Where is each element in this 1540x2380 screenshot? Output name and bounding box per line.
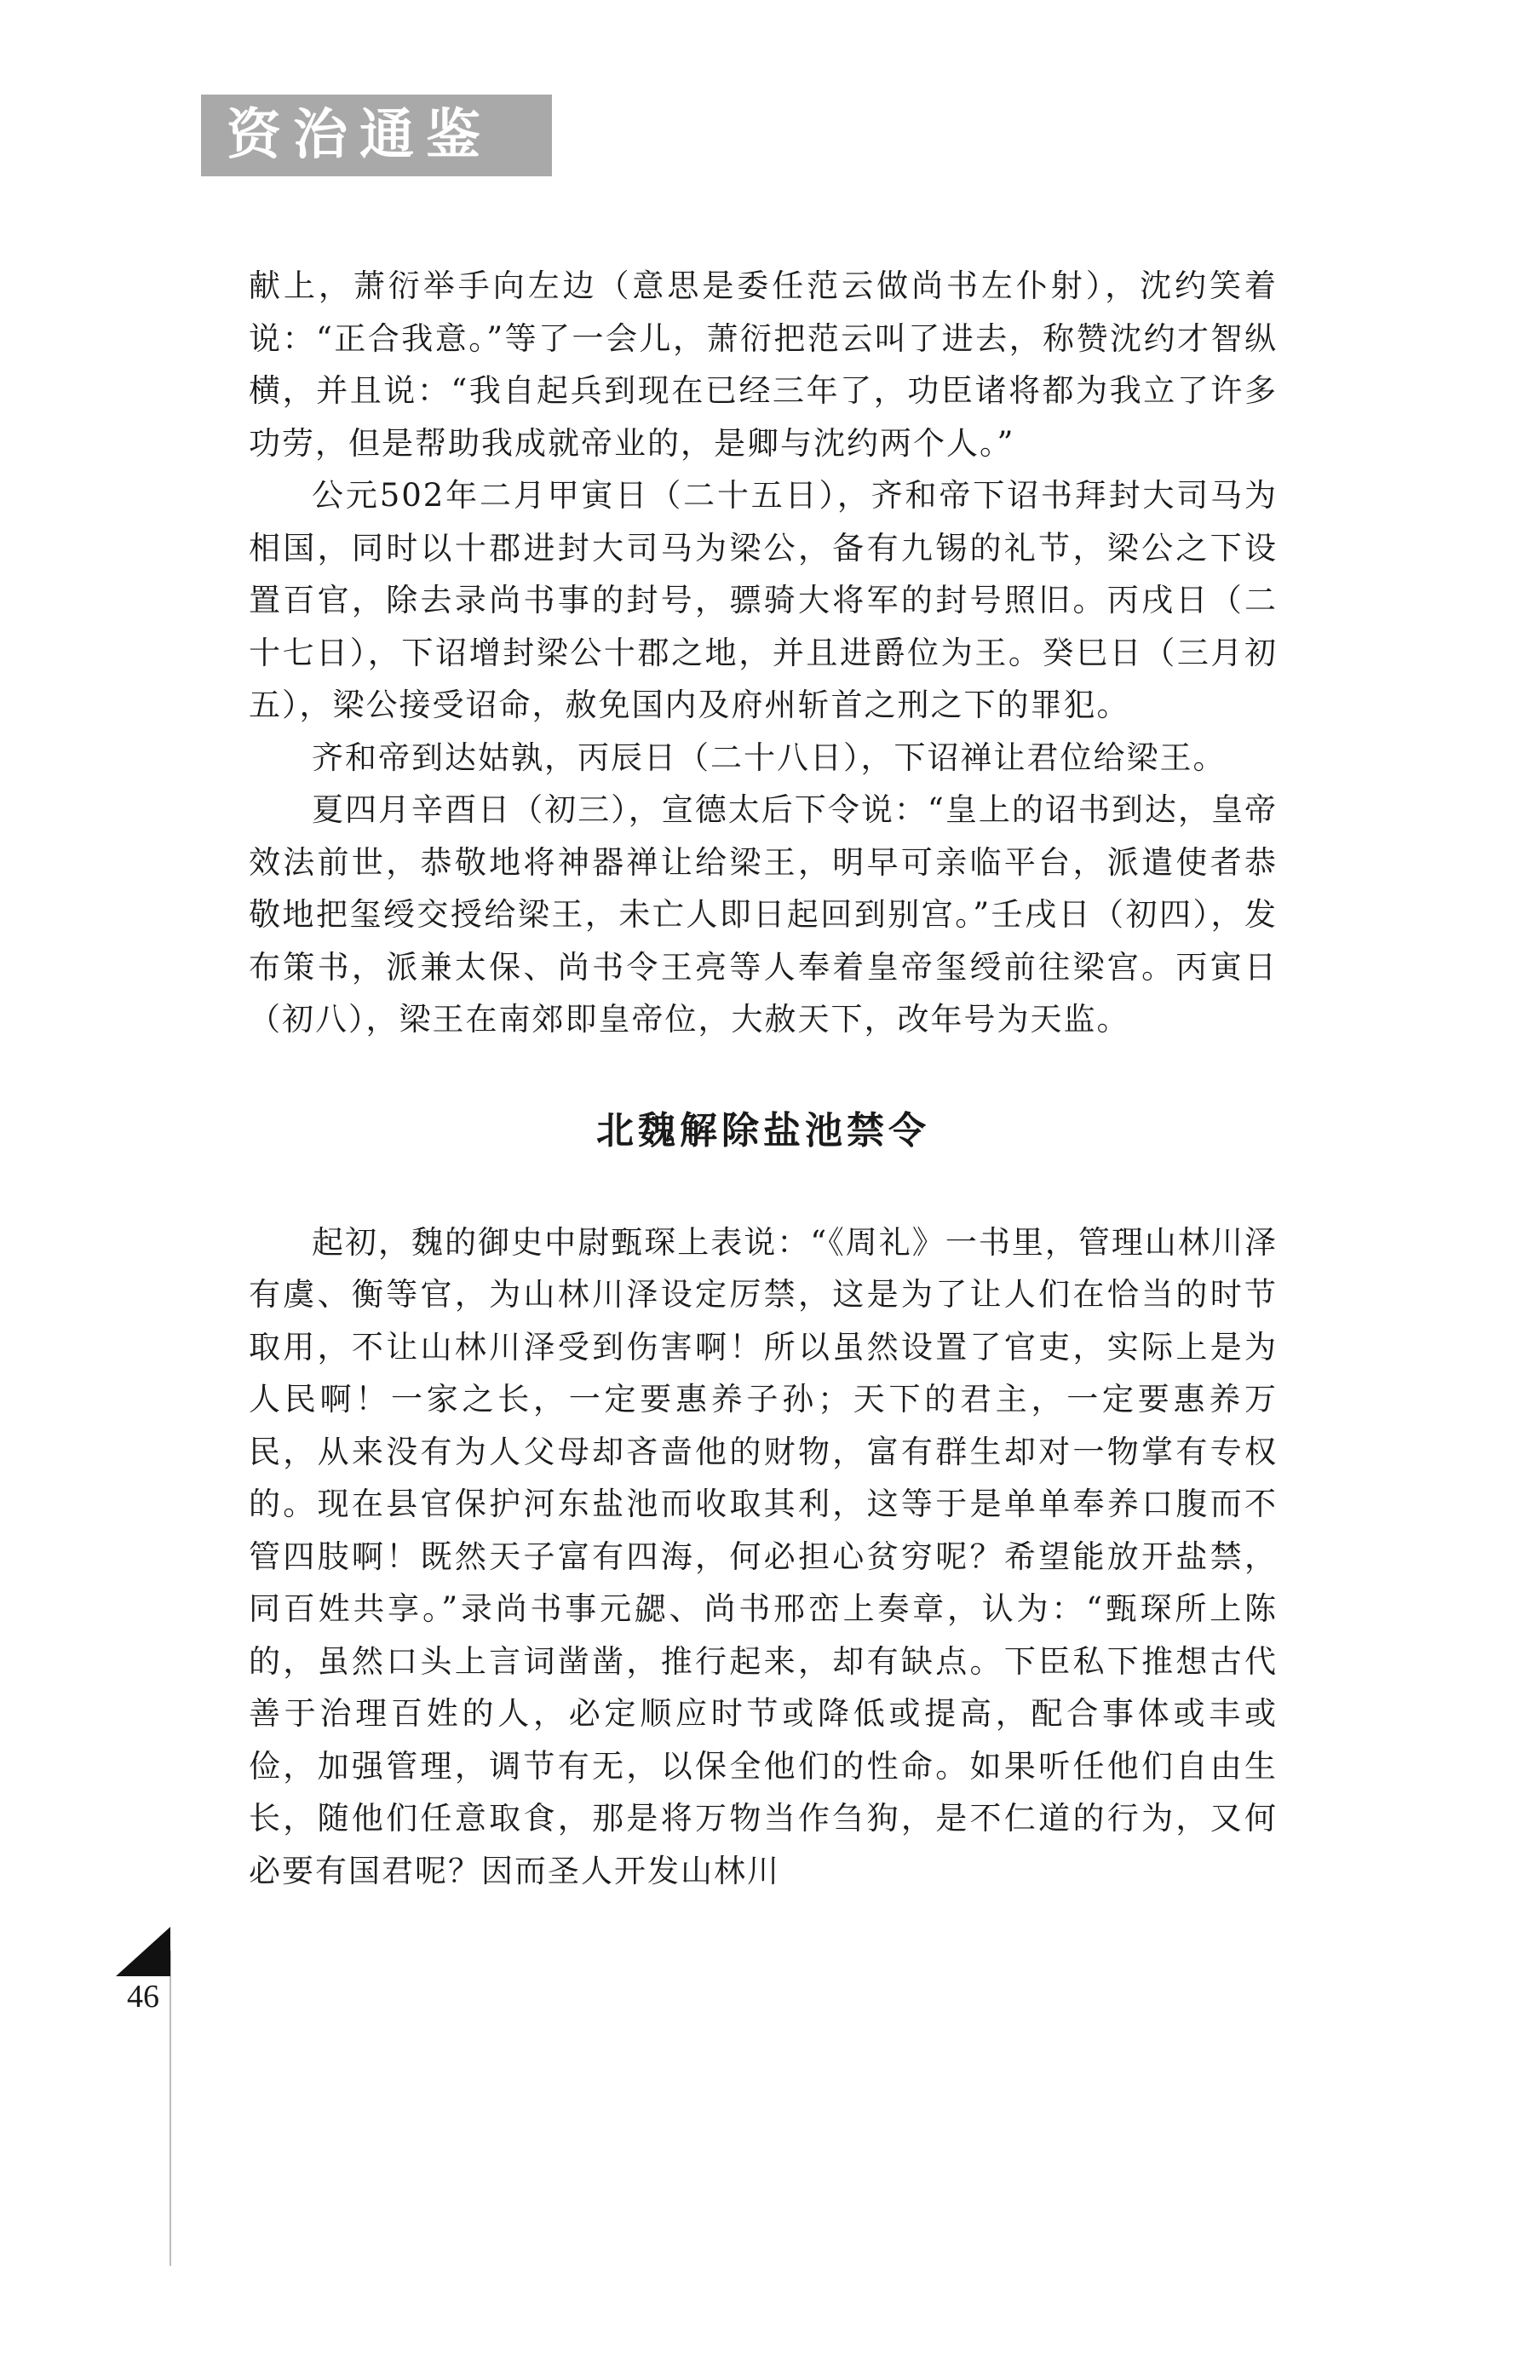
corner-triangle-icon	[116, 1927, 170, 1976]
page-number: 46	[127, 1979, 159, 2015]
paragraph-3: 齐和帝到达姑孰，丙辰日（二十八日），下诏禅让君位给梁王。	[312, 739, 1227, 776]
book-title: 资治通鉴	[227, 104, 492, 167]
paragraph-2: 公元502年二月甲寅日（二十五日），齐和帝下诏书拜封大司马为相国，同时以十郡进封大司马为梁公，备有九锡的礼节，梁公之下设置百官，除去录尚书事的封号，骠骑大将军的封号照旧。丙戌日（二十七日），下诏增封梁公十郡之地，并且进爵位为王。癸巳日（三月初五），梁公接受诏命，赦免国内及府州斩首之刑之下的罪犯。	[249, 477, 1278, 723]
section-heading: 北魏解除盐池禁令	[596, 1108, 930, 1153]
paragraph-4: 夏四月辛酉日（初三），宣德太后下令说：“皇上的诏书到达，皇帝效法前世，恭敬地将神器禅让给梁王，明早可亲临平台，派遣使者恭敬地把玺绶交授给梁王，未亡人即日起回到别宫。”壬戌日（初四），发布策书，派兼太保、尚书令王亮等人奉着皇帝玺绶前往梁宫。丙寅日（初八），梁王在南郊即皇帝位，大赦天下，改年号为天监。	[249, 791, 1278, 1038]
book-title-banner	[201, 95, 552, 176]
page-body	[249, 260, 1278, 1897]
section-paragraph-1: 起初，魏的御史中尉甄琛上表说：“《周礼》一书里，管理山林川泽有虞、衡等官，为山林川泽设定厉禁，这是为了让人们在恰当的时节取用，不让山林川泽受到伤害啊！所以虽然设置了官吏，实际上是为人民啊！一家之长，一定要惠养子孙；天下的君主，一定要惠养万民，从来没有为人父母却吝啬他的财物，富有群生却对一物掌有专权的。现在县官保护河东盐池而收取其利，这等于是单单奉养口腹而不管四肢啊！既然天子富有四海，何必担心贫穷呢？希望能放开盐禁，同百姓共享。”录尚书事元勰、尚书邢峦上奏章，认为：“甄琛所上陈的，虽然口头上言词凿凿，推行起来，却有缺点。下臣私下推想古代善于治理百姓的人，必定顺应时节或降低或提高，配合事体或丰或俭，加强管理，调节有无，以保全他们的性命。如果听任他们自由生长，随他们任意取食，那是将万物当作刍狗，是不仁道的行为，又何必要有国君呢？因而圣人开发山林川	[249, 1223, 1278, 1889]
paragraph-1: 献上，萧衍举手向左边（意思是委任范云做尚书左仆射），沈约笑着说：“正合我意。”等了一会儿，萧衍把范云叫了进去，称赞沈约才智纵横，并且说：“我自起兵到现在已经三年了，功臣诸将都为我立了许多功劳，但是帮助我成就帝业的，是卿与沈约两个人。”	[249, 267, 1278, 462]
